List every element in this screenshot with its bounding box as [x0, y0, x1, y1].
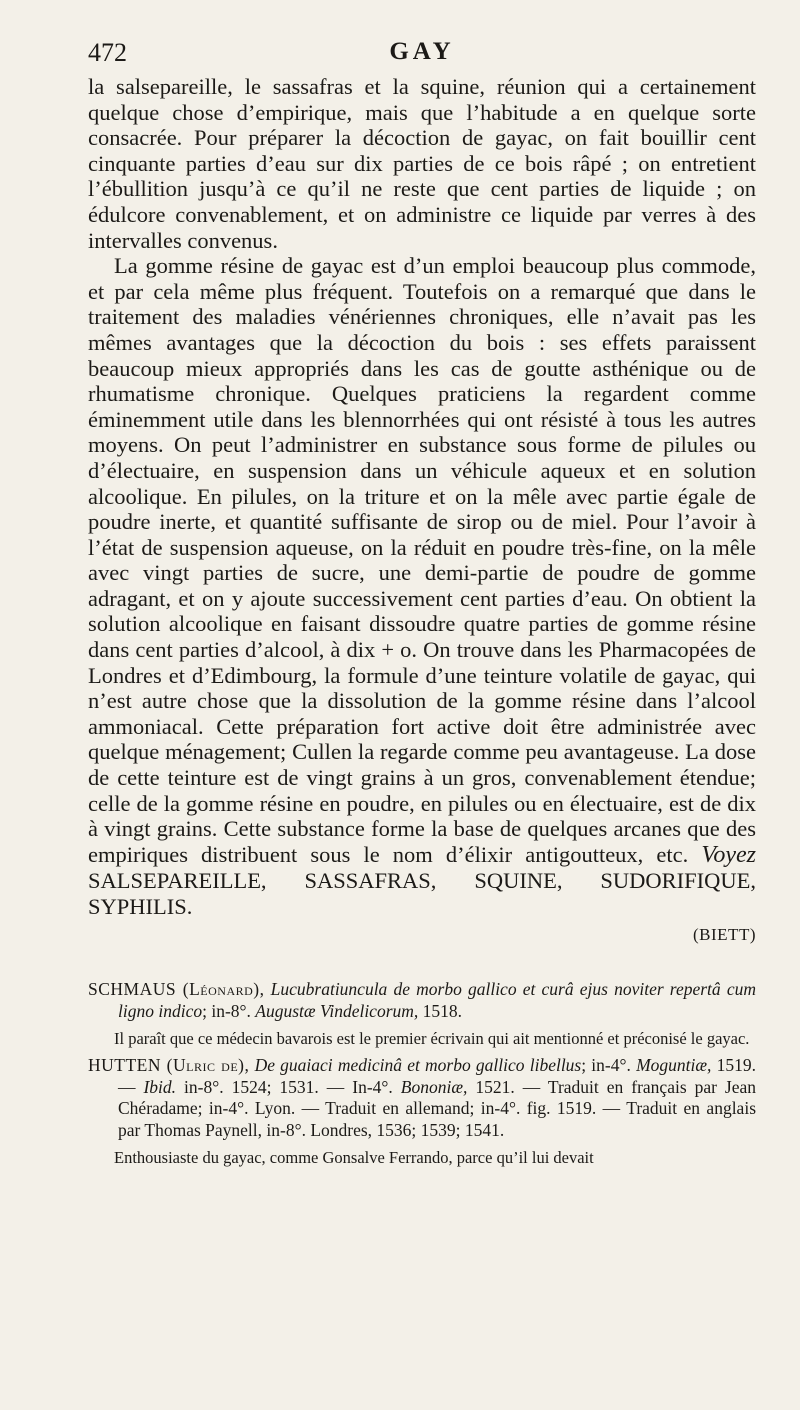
paragraph-2 — [88, 253, 756, 919]
reference-details: 1521. — Traduit en français par Jean Chéradame; in-4°. Lyon. — Traduit en allemand; in-4°. fig. 1519. — Traduit en anglais par Thomas Paynell, in-8°. Londres, 1536; 1539; 1541. — [118, 1076, 757, 1140]
reference-details: ; in-4°. — [581, 1055, 631, 1076]
author-signature: (BIETT) — [693, 924, 756, 944]
reference-entry — [88, 1055, 756, 1141]
page-number: 472 — [88, 38, 127, 67]
reference-place: Moguntiæ, — [636, 1055, 712, 1076]
running-head — [88, 38, 756, 72]
header-title: GAY — [389, 38, 455, 65]
reference-note: Il paraît que ce médecin bavarois est le premier écrivain qui ait mentionné et préconisé le gayac. — [114, 1029, 750, 1048]
main-text — [88, 74, 756, 947]
reference-details: in-8°. 1524; 1531. — In-4°. — [184, 1076, 393, 1097]
paragraph-1: la salsepareille, le sassafras et la squine, réunion qui a certainement quelque chose d’empirique, mais que l’habitude a en quelque sorte consacrée. Pour préparer la décoction de gayac, on fait bouillir cent cinquante parties d’eau sur dix parties de ce bois râpé ; on entretient l’ébullition jusqu’à ce qu’il ne reste que cent parties de liquide ; on édulcore convenablement, et on administre ce liquide par verres à des intervalles convenus. — [88, 74, 756, 253]
reference-year: 1518. — [422, 1000, 463, 1021]
reference-title: Lucubratiuncula de morbo gallico et curâ ejus noviter repertâ cum ligno indico — [118, 979, 756, 1021]
reference-place: Bononiæ, — [400, 1076, 468, 1097]
reference-ibid: Ibid. — [143, 1076, 177, 1097]
bibliography — [88, 979, 756, 1168]
reference-author: SCHMAUS (Léonard), — [88, 979, 265, 1000]
reference-author: HUTTEN (Ulric de), — [88, 1055, 250, 1076]
reference-details: ; in-8°. — [202, 1000, 251, 1021]
reference-title: De guaiaci medicinâ et morbo gallico libellus — [254, 1055, 582, 1076]
signature-line — [88, 922, 756, 948]
reference-entry — [88, 979, 756, 1022]
reference-note: Enthousiaste du gayac, comme Gonsalve Ferrando, parce qu’il lui devait — [114, 1148, 594, 1168]
reference-details: 1519. — — [118, 1055, 757, 1097]
paragraph-2-text: La gomme résine de gayac est d’un emploi beaucoup plus commode, et par cela même plus fréquent. Toutefois on a remarqué que dans le traitement des maladies vénériennes chroniques, elle n’avait pas les mêmes avantages que la décoction du bois : ses effets paraissent beaucoup mieux appropriés dans les cas de goutte asthénique ou de rhumatisme chronique. Quelques praticiens la regardent comme éminemment utile dans les blennorrhées qui ont résisté à tous les autres moyens. On peut l’administrer en substance sous forme de pilules ou d’électuaire, en suspension dans un véhicule aqueux et en solution alcoolique. En pilules, on la triture et on la mêle avec partie égale de poudre inerte, et quantité suffisante de sirop ou de miel. Pour l’avoir à l’état de suspension aqueuse, on la réduit en poudre très-fine, on la mêle avec vingt parties de sucre, une demi-partie de poudre de gomme adragant, et on y ajoute successivement cent parties d’eau. On obtient la solution alcoolique en faisant dissoudre quatre parties de gomme résine dans cent parties d’alcool, à dix + o. On trouve dans les Pharmacopées de Londres et d’Edimbourg, la formule d’une teinture volatile de gayac, qui n’est autre chose que la dissolution de la gomme résine dans l’alcool ammoniacal. Cette préparation fort active doit être administrée avec quelque ménagement; Cullen la regarde comme peu avantageuse. La dose de cette teinture est de vingt grains à un gros, convenablement étendue; celle de la gomme résine en poudre, en pilules ou en électuaire, est de dix à vingt grains. Cette substance forme la base de quelques arcanes que des empiriques distribuent sous le nom d’élixir antigoutteux, etc. — [88, 253, 756, 867]
see-also-list: SALSEPAREILLE, SASSAFRAS, SQUINE, SUDORIFIQUE, SYPHILIS. — [88, 868, 756, 919]
voyez-label: Voyez — [701, 841, 756, 868]
reference-place: Augustæ Vindelicorum, — [255, 1000, 419, 1021]
